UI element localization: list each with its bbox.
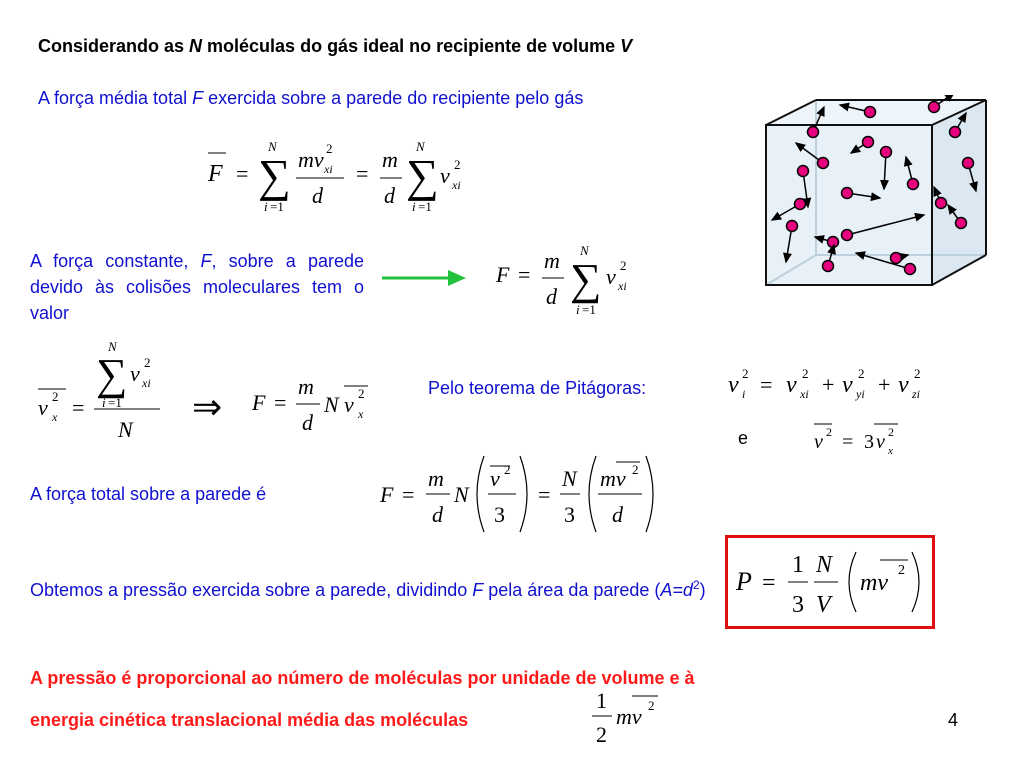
conclusion-line-1: A pressão é proporcional ao número de moléculas por unidade de volume e à [30,668,695,688]
svg-text:V: V [816,592,831,618]
svg-text:mv: mv [600,466,626,491]
total-force-label: A força total sobre a parede é [30,484,267,504]
svg-text:d: d [546,284,557,309]
svg-text:P: P [736,567,752,596]
svg-text:2: 2 [620,258,627,273]
svg-text:d: d [384,183,395,208]
svg-text:v: v [344,392,354,417]
svg-text:d: d [432,502,443,527]
svg-text:xi: xi [618,279,627,293]
svg-text:v: v [898,372,909,398]
svg-text:F: F [252,390,266,415]
svg-text:v: v [130,361,140,386]
svg-text:+: + [822,372,835,397]
svg-text:d: d [312,183,323,208]
svg-text:F: F [208,161,223,187]
svg-text:v: v [876,431,885,453]
svg-text:2: 2 [914,366,921,381]
svg-text:=: = [402,482,415,507]
svg-text:3: 3 [792,592,804,618]
svg-text:3: 3 [494,502,505,527]
svg-text:2: 2 [326,141,333,156]
svg-text:i: i [412,199,416,214]
svg-text:N: N [454,482,469,507]
svg-text:i: i [264,199,268,214]
svg-text:3: 3 [564,502,575,527]
svg-text:i: i [102,395,106,410]
svg-text:2: 2 [504,462,511,477]
implies-arrow-icon: ⇒ [192,387,223,427]
mean-force-sentence: A força média total F exercida sobre a parede do recipiente pelo gás [38,88,584,108]
svg-text:mv: mv [860,570,888,596]
svg-text:2: 2 [898,563,905,578]
svg-text:x: x [52,410,58,424]
kinetic-energy-expression [590,684,670,748]
mean-force-equation [200,135,480,220]
svg-text:=: = [236,161,249,186]
svg-text:i: i [576,302,580,317]
svg-text:N: N [108,339,117,354]
svg-text:xi: xi [142,376,151,390]
svg-text:v: v [814,431,823,453]
svg-text:v: v [728,372,739,398]
svg-text:mv: mv [298,147,324,172]
svg-text:=1: =1 [108,395,122,410]
pressure-paragraph: Obtemos a pressão exercida sobre a parede, dividindo F pela área da parede $(A=d^2)$ [30,578,706,600]
svg-text:=1: =1 [418,199,432,214]
force-n-equation [250,372,380,442]
svg-text:2: 2 [648,698,655,713]
svg-text:N: N [324,392,339,417]
svg-text:2: 2 [144,355,151,370]
svg-text:F: F [496,262,510,287]
svg-text:xi: xi [452,178,461,192]
conclusion-line-2: energia cinética translacional média das moléculas [30,710,469,730]
pressure-equation [728,538,932,626]
conjunction-e: e [738,428,749,448]
svg-text:1: 1 [596,688,607,713]
svg-text:N: N [416,139,425,154]
svg-text:∑: ∑ [406,150,439,201]
svg-text:N: N [816,552,833,578]
svg-text:2: 2 [742,366,749,381]
constant-force-paragraph: A força constante, F, sobre a parede devido às colisões moleculares tem o valor [30,251,364,323]
svg-text:xi: xi [324,162,333,176]
svg-text:+: + [878,372,891,397]
svg-text:m: m [428,466,444,491]
svg-text:2: 2 [858,366,865,381]
svg-text:=: = [842,431,854,453]
svg-text:=: = [518,262,531,287]
svg-text:=: = [762,570,776,596]
svg-text:2: 2 [888,425,894,439]
svg-text:m: m [298,374,314,399]
svg-text:1: 1 [792,552,804,578]
total-force-equation [374,450,674,540]
svg-text:3: 3 [864,431,874,453]
mean-square-velocity-equation [30,335,180,445]
svg-text:∑: ∑ [96,350,128,399]
svg-text:N: N [580,243,589,258]
svg-text:N: N [268,139,277,154]
svg-text:v: v [786,372,797,398]
svg-text:2: 2 [454,157,461,172]
svg-text:2: 2 [52,389,59,404]
constant-force-equation [488,240,648,320]
svg-text:zi: zi [912,387,921,401]
svg-text:x: x [888,445,893,457]
svg-text:2: 2 [632,462,639,477]
svg-text:d: d [302,410,313,435]
svg-text:=: = [274,390,287,415]
svg-text:v: v [38,395,48,420]
svg-text:=: = [72,395,85,420]
svg-text:mv: mv [616,704,642,729]
green-arrow-icon [380,266,470,290]
svg-text:2: 2 [826,425,832,439]
svg-text:2: 2 [358,386,365,401]
pythagoras-label: Pelo teorema de Pitágoras: [428,378,647,398]
mean-square-relation-equation [810,418,920,462]
svg-text:m: m [544,248,560,273]
svg-text:=1: =1 [270,199,284,214]
svg-text:xi: xi [800,387,809,401]
svg-text:v: v [842,372,853,398]
gas-container-cube-illustration [756,95,996,295]
svg-text:x: x [358,407,364,421]
slide-heading: Considerando as N moléculas do gás ideal no recipiente de volume V [38,36,633,56]
svg-text:F: F [380,482,394,507]
svg-text:∑: ∑ [570,255,602,304]
svg-text:yi: yi [856,387,865,401]
svg-text:=: = [538,482,551,507]
svg-text:m: m [382,147,398,172]
svg-text:=: = [760,372,773,397]
svg-text:2: 2 [596,722,607,747]
svg-text:N: N [118,417,133,442]
pressure-result-box [725,535,935,629]
svg-text:v: v [490,466,500,491]
svg-text:∑: ∑ [258,150,291,201]
page-number: 4 [948,710,959,730]
svg-text:=: = [356,161,369,186]
svg-text:2: 2 [802,366,809,381]
svg-text:=1: =1 [582,302,596,317]
pythagoras-equation [720,360,950,410]
svg-text:N: N [562,466,577,491]
svg-text:i: i [742,387,746,401]
svg-text:d: d [612,502,623,527]
svg-text:v: v [440,163,450,188]
svg-text:v: v [606,264,616,289]
